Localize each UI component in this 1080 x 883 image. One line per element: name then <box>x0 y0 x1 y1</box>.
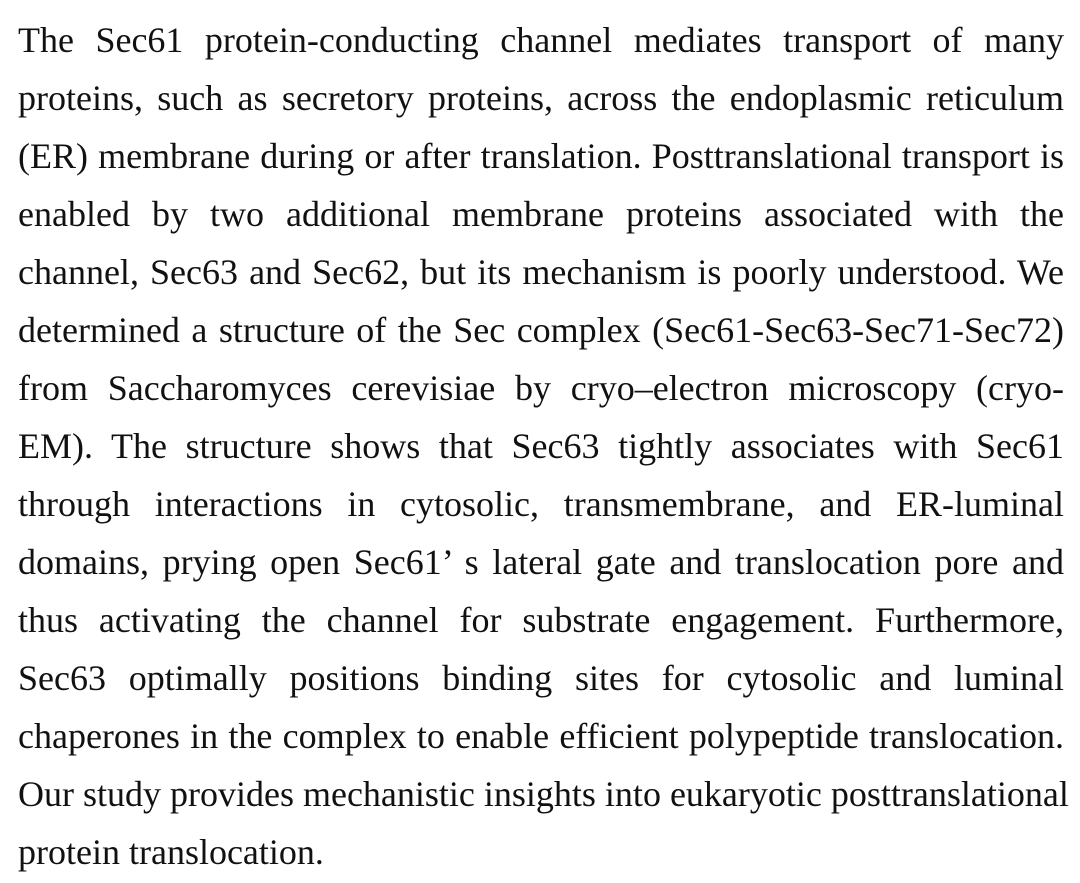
abstract-line: enabled by two additional membrane proteins associated with the <box>18 194 1064 234</box>
abstract-line: EM). The structure shows that Sec63 tightly associates with Sec61 <box>18 426 1064 466</box>
abstract-line: Sec63 optimally positions binding sites for cytosolic and luminal <box>18 658 1064 698</box>
abstract-line: thus activating the channel for substrate engagement. Furthermore, <box>18 600 1064 640</box>
abstract-line: The Sec61 protein-conducting channel mediates transport of many <box>18 20 1064 60</box>
abstract-line: chaperones in the complex to enable efficient polypeptide translocation. <box>18 716 1064 756</box>
abstract-line: Our study provides mechanistic insights into eukaryotic posttranslational <box>18 774 1069 814</box>
abstract-paragraph <box>18 11 1069 881</box>
abstract-line: from Saccharomyces cerevisiae by cryo–electron microscopy (cryo- <box>18 368 1064 408</box>
abstract-line: domains, prying open Sec61’ s lateral gate and translocation pore and <box>18 542 1064 582</box>
abstract-line: (ER) membrane during or after translation. Posttranslational transport is <box>18 136 1064 176</box>
abstract-line: proteins, such as secretory proteins, across the endoplasmic reticulum <box>18 78 1064 118</box>
abstract-line: determined a structure of the Sec complex (Sec61-Sec63-Sec71-Sec72) <box>18 310 1064 350</box>
abstract-line: protein translocation. <box>18 832 324 872</box>
abstract-line: channel, Sec63 and Sec62, but its mechanism is poorly understood. We <box>18 252 1064 292</box>
abstract-line: through interactions in cytosolic, transmembrane, and ER-luminal <box>18 484 1064 524</box>
